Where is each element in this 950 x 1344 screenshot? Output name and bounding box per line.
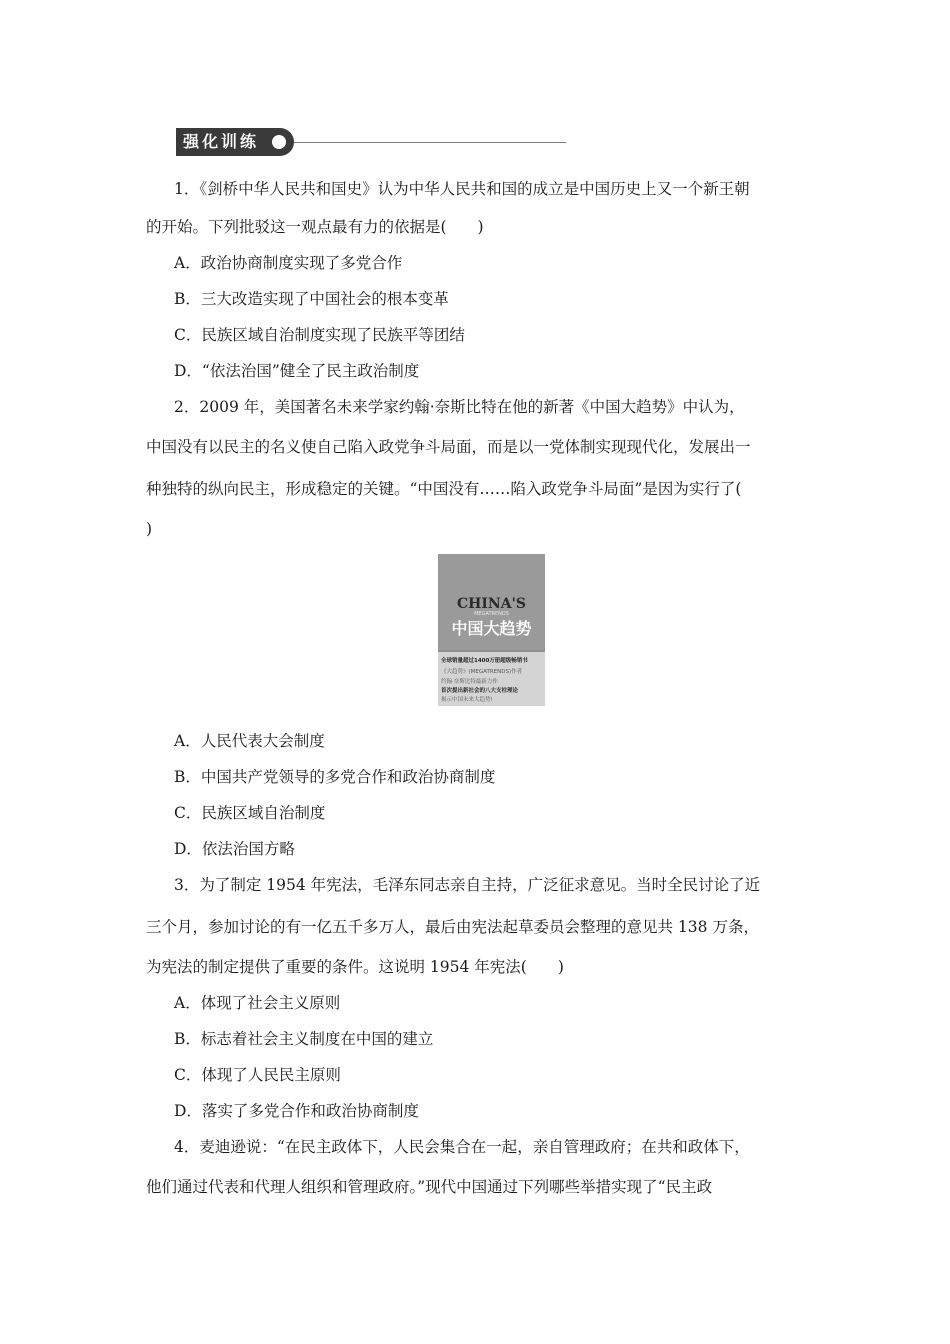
section-title: 强化训练: [183, 132, 260, 151]
q3-option-a: A．体现了社会主义原则: [174, 994, 341, 1012]
section-header: [176, 128, 566, 156]
cover-blurb-4: 首次提出新社会的八大支柱理论: [441, 688, 519, 694]
section-tab: [176, 128, 294, 156]
q2-stem-line-1: 2．2009 年，美国著名未来学家约翰·奈斯比特在他的新著《中国大趋势》中认为，: [174, 398, 745, 416]
cover-subtitle-en: MEGATRENDS: [474, 611, 509, 617]
cover-title-cn: 中国大趋势: [451, 619, 532, 638]
q2-option-c: C．民族区域自治制度: [174, 804, 326, 822]
header-rule: [294, 142, 566, 143]
q1-option-b: B．三大改造实现了中国社会的根本变革: [174, 290, 449, 308]
cover-blurb-5: 揭示中国未来大趋势!: [441, 697, 493, 703]
book-cover-image: [438, 554, 545, 706]
q3-stem-line-2: 三个月，参加讨论的有一亿五千多万人，最后由宪法起草委员会整理的意见共 138 万条，: [146, 918, 759, 936]
q3-option-c: C．体现了人民民主原则: [174, 1066, 341, 1084]
q1-option-d: D．“依法治国”健全了民主政治制度: [174, 362, 420, 380]
q2-stem-line-4: ): [146, 520, 153, 538]
q2-option-d: D．依法治国方略: [174, 840, 295, 858]
q1-option-c: C．民族区域自治制度实现了民族平等团结: [174, 326, 465, 344]
q2-stem-line-2: 中国没有以民主的名义使自己陷入政党争斗局面，而是以一党体制实现现代化，发展出一: [146, 438, 751, 456]
q1-option-a: A．政治协商制度实现了多党合作: [174, 254, 403, 272]
q3-option-d: D．落实了多党合作和政治协商制度: [174, 1102, 419, 1120]
cover-blurb-1: 全球销量超过1400万册超级畅销书: [441, 658, 528, 664]
q4-stem-line-2: 他们通过代表和代理人组织和管理政府。”现代中国通过下列哪些举措实现了“民主政: [146, 1178, 713, 1196]
q3-stem-line-1: 3．为了制定 1954 年宪法，毛泽东同志亲自主持，广泛征求意见。当时全民讨论了近: [174, 876, 761, 894]
cover-blurb-band: [438, 652, 545, 706]
q4-stem-line-1: 4．麦迪逊说：“在民主政体下，人民会集合在一起，亲自管理政府；在共和政体下，: [174, 1138, 750, 1156]
q2-option-b: B．中国共产党领导的多党合作和政治协商制度: [174, 768, 496, 786]
cover-blurb-2: 《大趋势》(MEGATRENDS)作者: [441, 669, 523, 675]
cover-title-en: CHINA'S: [457, 596, 526, 612]
q3-option-b: B．标志着社会主义制度在中国的建立: [174, 1030, 434, 1048]
q1-stem-line-1: 1．《剑桥中华人民共和国史》认为中华人民共和国的成立是中国历史上又一个新王朝: [174, 180, 750, 198]
bullet-dot-icon: [272, 135, 286, 149]
cover-blurb-3: 约翰·奈斯比特最新力作: [441, 679, 498, 685]
q3-stem-line-3: 为宪法的制定提供了重要的条件。这说明 1954 年宪法( ): [146, 958, 564, 976]
q2-option-a: A．人民代表大会制度: [174, 732, 325, 750]
q2-stem-line-3: 种独特的纵向民主，形成稳定的关键。“中国没有……陷入政党争斗局面”是因为实行了(: [146, 480, 742, 498]
q1-stem-line-2: 的开始。下列批驳这一观点最有力的依据是( ): [146, 218, 484, 236]
